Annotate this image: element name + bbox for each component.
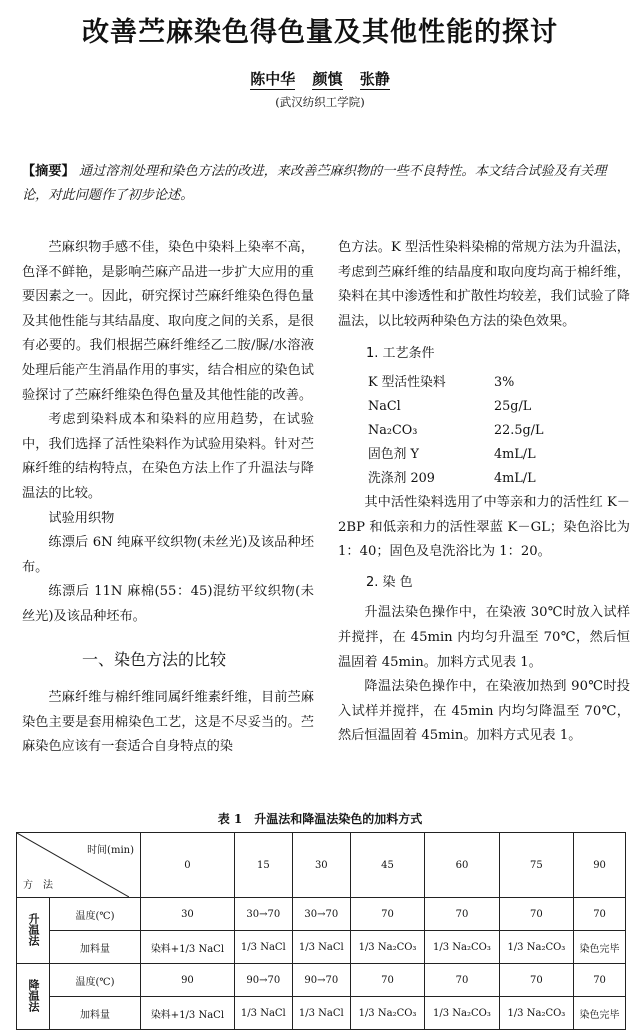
- condition-name: 洗涤剂 209: [368, 470, 435, 486]
- table-row: [17, 931, 626, 964]
- condition-row: [338, 371, 630, 395]
- table-cell: 70: [574, 898, 626, 931]
- abstract: [22, 160, 622, 208]
- method-name: 升温法: [27, 912, 40, 946]
- table-cell: 70: [574, 964, 626, 997]
- table-cell: 70: [425, 964, 499, 997]
- condition-name: 固色剂 Y: [368, 446, 419, 462]
- row-label-cell: 温度(℃): [50, 898, 141, 931]
- table-cell: 1/3 Na₂CO₃: [350, 997, 424, 1030]
- table-cell: 1/3 NaCl: [292, 931, 350, 964]
- paragraph: 考虑到染料成本和染料的应用趋势，在试验中，我们选择了活性染料作为试验用染料。针对苎麻纤维的结构特点，在染色方法上作了升温法与降温法的比较。: [22, 412, 314, 501]
- table-cell: 90→70: [292, 964, 350, 997]
- section-heading: 一、染色方法的比较: [82, 649, 227, 669]
- paragraph: 苎麻织物手感不佳，染色中染料上染率不高，色泽不鲜艳，是影响苎麻产品进一步扩大应用的重要因素之一。因此，研究探讨苎麻纤维染色得色量及其他性能与其结晶度、取向度之间的关系，是很有必要的。我们根据苎麻纤维经乙二胺/脲/水溶液处理后能产生消晶作用的事实，结合相应的染色试验探讨了苎麻纤维染色得色量及其他性能的改善。: [22, 240, 314, 403]
- time-header-cell: 15: [234, 833, 292, 898]
- time-header-cell: 60: [425, 833, 499, 898]
- condition-row: [338, 443, 630, 467]
- condition-name: NaCl: [368, 398, 401, 414]
- table-cell: 1/3 Na₂CO₃: [499, 931, 573, 964]
- right-column: [338, 236, 630, 749]
- table-cell: 70: [499, 898, 573, 931]
- data-table: [16, 832, 626, 1030]
- table-row: [17, 997, 626, 1030]
- table-cell: 30→70: [292, 898, 350, 931]
- condition-value: 22.5g/L: [494, 422, 544, 438]
- paragraph: 色方法。K 型活性染料染棉的常规方法为升温法，考虑到苎麻纤维的结晶度和取向度均高于棉纤维，染料在其中渗透性和扩散性均较差，我们试验了降温法，以比较两种染色方法的染色效果。: [338, 240, 630, 329]
- table-cell: 70: [350, 964, 424, 997]
- page-title: 改善苎麻染色得色量及其他性能的探讨: [82, 17, 558, 48]
- time-header-cell: 45: [350, 833, 424, 898]
- author-name: 颜慎: [312, 70, 343, 88]
- method-label: 方 法: [23, 880, 53, 891]
- table-cell: 30→70: [234, 898, 292, 931]
- table-cell: 1/3 Na₂CO₃: [350, 931, 424, 964]
- method-name: 降温法: [27, 978, 40, 1012]
- condition-name: K 型活性染料: [368, 374, 446, 390]
- time-header-cell: 0: [141, 833, 235, 898]
- table-cell: 1/3 NaCl: [234, 931, 292, 964]
- table-caption: 表 1 升温法和降温法染色的加料方式: [217, 812, 423, 826]
- condition-value: 4mL/L: [494, 470, 536, 486]
- condition-value: 4mL/L: [494, 446, 536, 462]
- table-cell: 1/3 Na₂CO₃: [425, 997, 499, 1030]
- condition-value: 3%: [494, 374, 515, 390]
- table-cell: 90→70: [234, 964, 292, 997]
- paragraph: 苎麻纤维与棉纤维同属纤维素纤维，目前苎麻染色主要是套用棉染色工艺，这是不尽妥当的。苎麻染色应该有一套适合自身特点的染: [22, 690, 314, 755]
- method-group-cell: [17, 964, 50, 1030]
- method-group-cell: [17, 898, 50, 964]
- author-name: 张静: [359, 70, 390, 88]
- table-cell: 1/3 Na₂CO₃: [425, 931, 499, 964]
- fabric-heading: 试验用织物: [48, 510, 115, 526]
- table-cell: 染色完毕: [574, 931, 626, 964]
- time-header-cell: 90: [574, 833, 626, 898]
- affiliation: (武汉纺织工学院): [275, 95, 365, 109]
- table-row: [17, 964, 626, 997]
- time-header-cell: 75: [499, 833, 573, 898]
- table-cell: 1/3 NaCl: [292, 997, 350, 1030]
- condition-value: 25g/L: [494, 398, 532, 414]
- table-cell: 70: [425, 898, 499, 931]
- table-cell: 1/3 NaCl: [234, 997, 292, 1030]
- row-label-cell: 加料量: [50, 931, 141, 964]
- table-cell: 染料+1/3 NaCl: [141, 997, 235, 1030]
- table-cell: 70: [499, 964, 573, 997]
- table-cell: 1/3 Na₂CO₃: [499, 997, 573, 1030]
- table-row: [17, 898, 626, 931]
- subsection-heading: 1. 工艺条件: [366, 346, 435, 362]
- table-corner-cell: [17, 833, 141, 898]
- conditions-list: [338, 371, 630, 491]
- condition-row: [338, 395, 630, 419]
- table-cell: 70: [350, 898, 424, 931]
- paragraph: 其中活性染料选用了中等亲和力的活性红 K－2BP 和低亲和力的活性翠蓝 K－GL；染色浴比为 1：40；固色及皂洗浴比为 1：20。: [338, 494, 630, 560]
- row-label-cell: 温度(℃): [50, 964, 141, 997]
- left-column: [22, 236, 314, 760]
- table-cell: 染色完毕: [574, 997, 626, 1030]
- condition-row: [338, 419, 630, 443]
- paragraph: 降温法染色操作中，在染液加热到 90℃时投入试样并搅拌，在 45min 内均匀降温至 70℃，然后恒温固着 45min。加料方式见表 1。: [338, 679, 630, 744]
- paragraph: 练漂后 11N 麻棉(55：45)混纺平纹织物(未丝光)及该品种坯布。: [22, 584, 314, 624]
- time-label: 时间(min): [87, 845, 134, 856]
- table-cell: 90: [141, 964, 235, 997]
- author-line: [0, 68, 640, 90]
- row-label-cell: 加料量: [50, 997, 141, 1030]
- paragraph: 升温法染色操作中，在染液 30℃时放入试样并搅拌，在 45min 内均匀升温至 70℃，然后恒温固着 45min。加料方式见表 1。: [338, 605, 630, 670]
- abstract-label: 【摘要】: [22, 164, 75, 179]
- table-header-row: [17, 833, 626, 898]
- table-cell: 30: [141, 898, 235, 931]
- time-header-cell: 30: [292, 833, 350, 898]
- table-cell: 染料+1/3 NaCl: [141, 931, 235, 964]
- condition-name: Na₂CO₃: [368, 422, 418, 438]
- subsection-heading: 2. 染 色: [366, 574, 413, 590]
- abstract-text: 通过溶剂处理和染色方法的改进，来改善苎麻织物的一些不良特性。本文结合试验及有关理论，对此问题作了初步论述。: [22, 164, 607, 203]
- author-name: 陈中华: [250, 70, 296, 88]
- paragraph: 练漂后 6N 纯麻平纹织物(未丝光)及该品种坯布。: [22, 535, 314, 575]
- condition-row: [338, 467, 630, 491]
